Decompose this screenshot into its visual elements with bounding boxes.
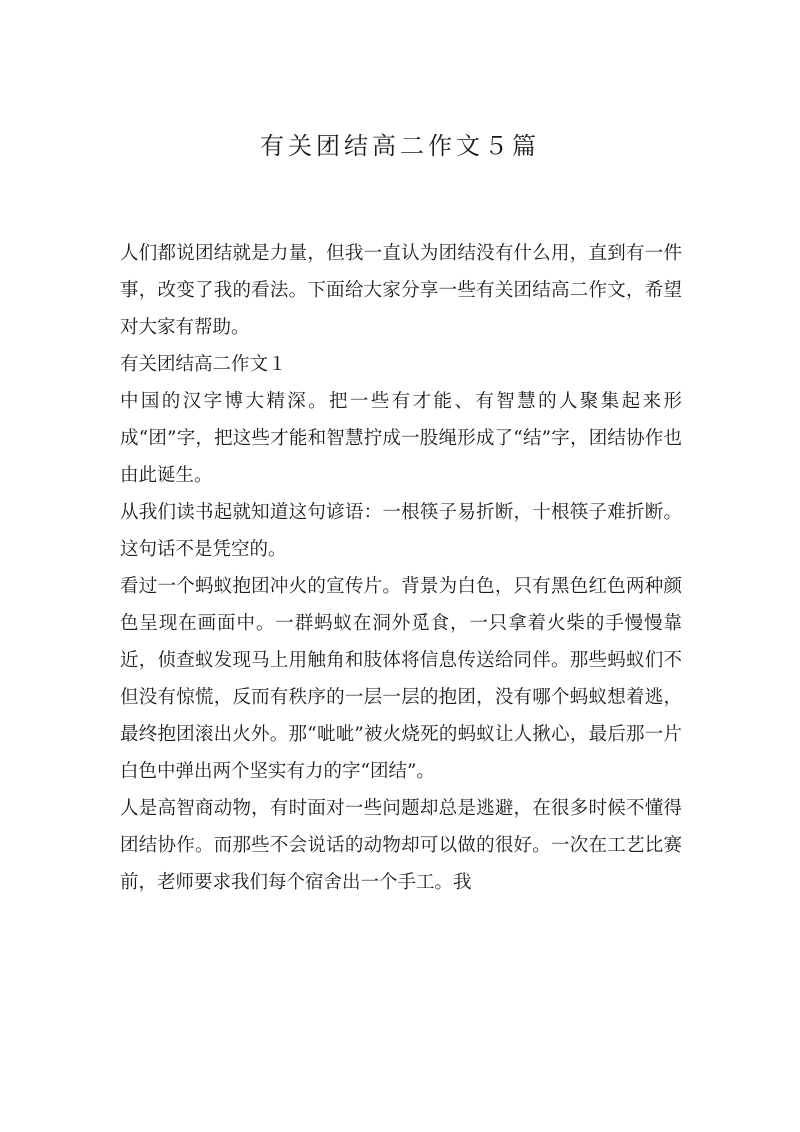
paragraph-crafts: 人是高智商动物，有时面对一些问题却总是逃避，在很多时候不懂得团结协作。而那些不会说话的动物却可以做的很好。一次在工艺比赛前，老师要求我们每个宿舍出一个手工。我 xyxy=(120,798,682,893)
document-title: 有关团结高二作文５篇 xyxy=(260,132,540,160)
document-body xyxy=(120,235,682,901)
paragraph-ants: 看过一个蚂蚁抱团冲火的宣传片。背景为白色，只有黑色红色两种颜色呈现在画面中。一群蚂蚁在洞外觅食，一只拿着火柴的手慢慢靠近，侦查蚁发现马上用触角和肢体将信息传送给同伴。那些蚂蚁们不但没有惊慌，反而有秩序的一层一层的抱团，没有哪个蚂蚁想着逃，最终抱团滚出火外。那“呲呲”被火烧死的蚂蚁让人揪心，最后那一片白色中弹出两个坚实有力的字“团结”。 xyxy=(120,576,682,782)
paragraph-hanzi: 中国的汉字博大精深。把一些有才能、有智慧的人聚集起来形成“团”字，把这些才能和智慧拧成一股绳形成了“结”字，团结协作也由此诞生。 xyxy=(120,391,682,486)
paragraph-intro: 人们都说团结就是力量，但我一直认为团结没有什么用，直到有一件事，改变了我的看法。下面给大家分享一些有关团结高二作文，希望对大家有帮助。 xyxy=(120,243,682,338)
paragraph-proverb: 从我们读书起就知道这句谚语：一根筷子易折断，十根筷子难折断。这句话不是凭空的。 xyxy=(120,502,682,560)
section-heading: 有关团结高二作文１ xyxy=(120,354,287,375)
